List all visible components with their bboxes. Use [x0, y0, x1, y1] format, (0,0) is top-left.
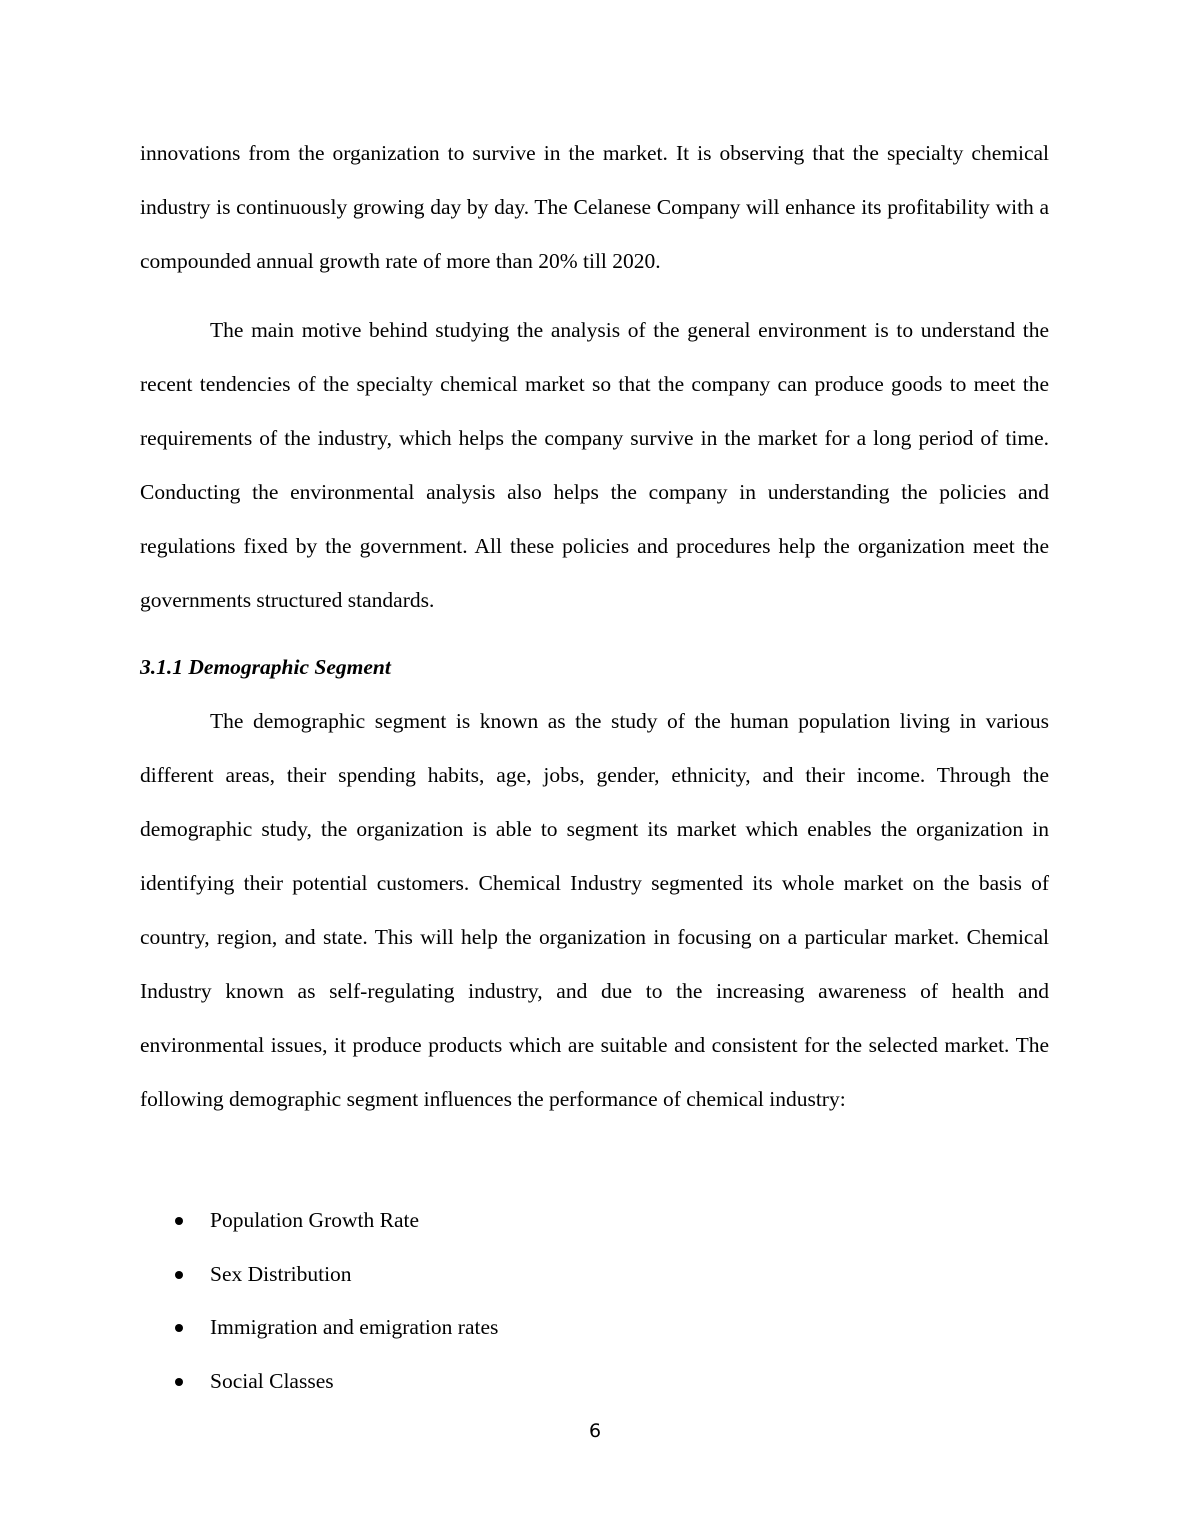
list-item [140, 1247, 498, 1301]
bullet-icon [175, 1271, 183, 1279]
bullet-icon [175, 1378, 183, 1386]
list-item [140, 1300, 498, 1354]
bullet-icon [175, 1217, 183, 1225]
bullet-icon [175, 1324, 183, 1332]
paragraph-demographic-segment: The demographic segment is known as the study of the human population living in various different areas, their spending habits, age, jobs, gender, ethnicity, and their income. Through the demographic study, the organization is able to segment its market which enables the organization in identifying their potential customers. Chemical Industry segmented its whole market on the basis of country, region, and state. This will help the organization in focusing on a particular market. Chemical Industry known as self-regulating industry, and due to the increasing awareness of health and environmental issues, it produce products which are suitable and consistent for the selected market. The following demographic segment influences the performance of chemical industry: [140, 709, 1049, 1111]
list-item-text: Sex Distribution [210, 1261, 352, 1286]
section-heading: 3.1.1 Demographic Segment [140, 655, 391, 679]
bullet-list [140, 1193, 498, 1408]
list-item [140, 1354, 498, 1408]
paragraph-continuation: innovations from the organization to survive in the market. It is observing that the specialty chemical industry is continuously growing day by day. The Celanese Company will enhance its profitability with a compounded annual growth rate of more than 20% till 2020. [140, 141, 1049, 273]
list-item-text: Social Classes [210, 1369, 334, 1394]
list-item-text: Immigration and emigration rates [210, 1315, 499, 1340]
page-number: 6 [588, 1420, 602, 1442]
list-item [140, 1193, 498, 1247]
list-item-text: Population Growth Rate [210, 1208, 420, 1232]
paragraph-environment-analysis: The main motive behind studying the analysis of the general environment is to understand the recent tendencies of the specialty chemical market so that the company can produce goods to meet the requirements of the industry, which helps the company survive in the market for a long period of time. Conducting the environmental analysis also helps the company in understanding the policies and regulations fixed by the government. All these policies and procedures help the organization meet the governments structured standards. [140, 318, 1049, 612]
